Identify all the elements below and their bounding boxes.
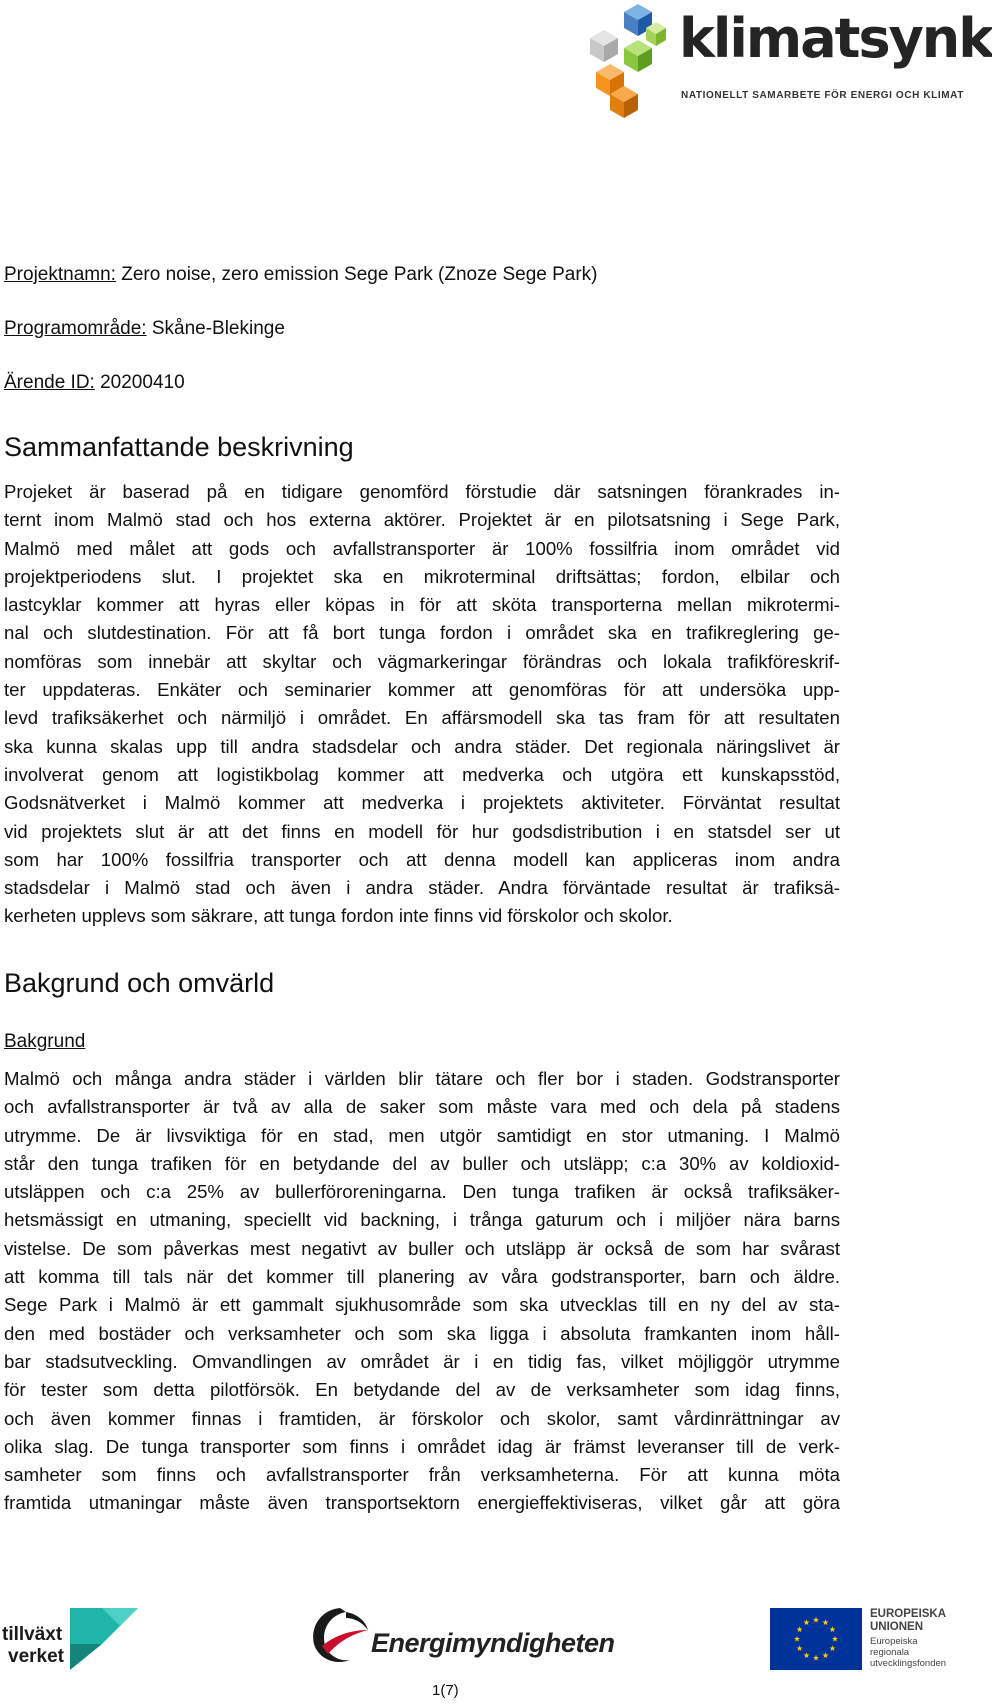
tillvaxtverket-logo	[2, 1600, 142, 1670]
summary-line: involverat genom att logistikbolag kommer att medverka och utgöra ett kunskapsstöd,	[4, 763, 840, 785]
background-line: framtida utmaningar måste även transportsektorn energieffektiviseras, vilket går att göra	[4, 1492, 840, 1514]
background-line: hetsmässigt en utmaning, speciellt vid backning, i trånga gaturum och i miljöer nära barns	[4, 1209, 840, 1231]
background-line: Sege Park i Malmö är ett gammalt sjukhusområde som ska utvecklas till en ny del av sta-	[4, 1294, 840, 1316]
background-line: står den tunga trafiken för en betydande del av buller och utsläpp; c:a 30% av koldioxid-	[4, 1152, 840, 1174]
eu-title	[870, 1608, 946, 1634]
eu-title-line-2: UNIONEN	[870, 1621, 924, 1633]
tillvaxt-word-1: tillväxt	[2, 1624, 63, 1645]
summary-heading: Sammanfattande beskrivning	[4, 432, 354, 462]
background-heading: Bakgrund och omvärld	[4, 968, 275, 998]
klimatsynk-logo	[590, 2, 992, 120]
klimatsynk-cube-mark	[590, 2, 676, 120]
background-line: samheter som finns och avfallstransporter från verksamheterna. För att kunna möta	[4, 1464, 840, 1486]
summary-line: ska kunna skalas upp till andra stadsdelar och andra städer. Det regionala näringslivet är	[4, 735, 840, 757]
summary-line: lastcyklar kommer att hyras eller köpas in för att sköta transporterna mellan mikrotermi-	[4, 594, 840, 616]
background-line: olika slag. De tunga transporter som finns i området idag är främst leveranser till de verk-	[4, 1435, 840, 1457]
summary-line: stadsdelar i Malmö stad och även i andra städer. Andra förväntade resultat är trafiksä-	[4, 877, 840, 899]
program-area-line	[4, 317, 285, 341]
background-line: utsläppen och c:a 25% av bullerföroreningarna. Den tunga trafiken är också trafiksäker-	[4, 1181, 840, 1203]
background-line: för tester som detta pilotförsök. En betydande del av de verksamheter som idag finns,	[4, 1379, 840, 1401]
summary-line: som har 100% fossilfria transporter och att denna modell kan appliceras inom andra	[4, 848, 840, 870]
summary-line: nal och slutdestination. För att få bort tunga fordon i området ska en trafikreglering ge-	[4, 622, 840, 644]
summary-line: Malmö med målet att gods och avfallstransporter är 100% fossilfria inom området vid	[4, 537, 840, 559]
case-id-line	[4, 371, 185, 395]
background-line: vistelse. De som påverkas mest negativt av buller och utsläpp är också de som har svårast	[4, 1237, 840, 1259]
project-name-value: Zero noise, zero emission Sege Park (Znoze Sege Park)	[115, 264, 598, 285]
summary-line: ter uppdateras. Enkäter och seminarier kommer att genomföras för att undersöka upp-	[4, 679, 840, 701]
case-id-value: 20200410	[94, 372, 185, 393]
eu-flag-icon	[770, 1608, 862, 1670]
energimyndigheten-swoosh-icon	[306, 1600, 370, 1670]
eu-subtitle-line-1: Europeiska	[870, 1636, 918, 1647]
program-area-value: Skåne-Blekinge	[146, 318, 285, 339]
background-line: Malmö och många andra städer i världen blir tätare och fler bor i staden. Godstransporter	[4, 1068, 840, 1089]
background-line: och avfallstransporter är två av alla de saker som måste vara med och dela på stadens	[4, 1096, 840, 1118]
eu-subtitle-line-2: regionala	[870, 1647, 910, 1658]
summary-line: Projeket är baserad på en tidigare genomförd förstudie där satsningen förankrades in-	[4, 481, 840, 502]
background-line: utrymme. De är livsviktiga för en stad, men utgör samtidigt en stor utmaning. I Malmö	[4, 1124, 840, 1146]
background-subheading: Bakgrund	[4, 1031, 86, 1052]
klimatsynk-wordmark: klimatsynk	[679, 7, 992, 70]
eu-regional-fund-logo	[770, 1600, 960, 1672]
energimyndigheten-name: Energimyndigheten	[371, 1628, 615, 1658]
tillvaxt-word-2: verket	[8, 1646, 64, 1667]
summary-line: levd trafiksäkerhet och närmiljö i området. En affärsmodell ska tas fram för att resultaten	[4, 707, 840, 729]
eu-subtitle-line-3: utvecklingsfonden	[870, 1658, 947, 1669]
energimyndigheten-logo	[306, 1600, 615, 1670]
project-name-line	[4, 263, 598, 287]
program-area-label: Programområde:	[4, 318, 147, 339]
eu-subtitle	[870, 1636, 946, 1669]
background-line: bar stadsutveckling. Omvandlingen av området är i en tidig fas, vilket möjliggör utrymme	[4, 1350, 840, 1372]
summary-line: ternt inom Malmö stad och hos externa aktörer. Projektet är en pilotsatsning i Sege Park,	[4, 509, 840, 531]
background-paragraph	[4, 1065, 840, 1518]
summary-line: Godsnätverket i Malmö kommer att medverka i projektets aktiviteter. Förväntat resultat	[4, 792, 840, 814]
project-name-label: Projektnamn:	[4, 264, 116, 285]
page-number: 1(7)	[432, 1682, 459, 1699]
case-id-label: Ärende ID:	[4, 372, 95, 393]
summary-line: kerheten upplevs som säkrare, att tunga fordon inte finns vid förskolor och skolor.	[4, 905, 673, 927]
summary-line: nomföras som innebär att skyltar och vägmarkeringar förändras och lokala trafikföreskrif-	[4, 650, 840, 672]
background-line: att komma till tals när det kommer till planering av våra godstransporter, barn och äldre.	[4, 1266, 840, 1288]
background-line: den med bostäder och verksamheter och som ska ligga i absoluta framkanten inom håll-	[4, 1322, 840, 1344]
klimatsynk-tagline: NATIONELLT SAMARBETE FÖR ENERGI OCH KLIMAT	[681, 90, 964, 101]
tillvaxtverket-mark	[2, 1600, 142, 1670]
summary-line: projektperiodens slut. I projektet ska en mikroterminal driftsättas; fordon, elbilar och	[4, 565, 840, 587]
eu-title-line-1: EUROPEISKA	[870, 1608, 947, 1620]
summary-paragraph	[4, 478, 840, 931]
summary-line: vid projektets slut är att det finns en modell för hur godsdistribution i en statsdel ser ut	[4, 820, 840, 842]
background-line: och även kommer finnas i framtiden, är förskolor och skolor, samt vårdinrättningar av	[4, 1407, 840, 1429]
